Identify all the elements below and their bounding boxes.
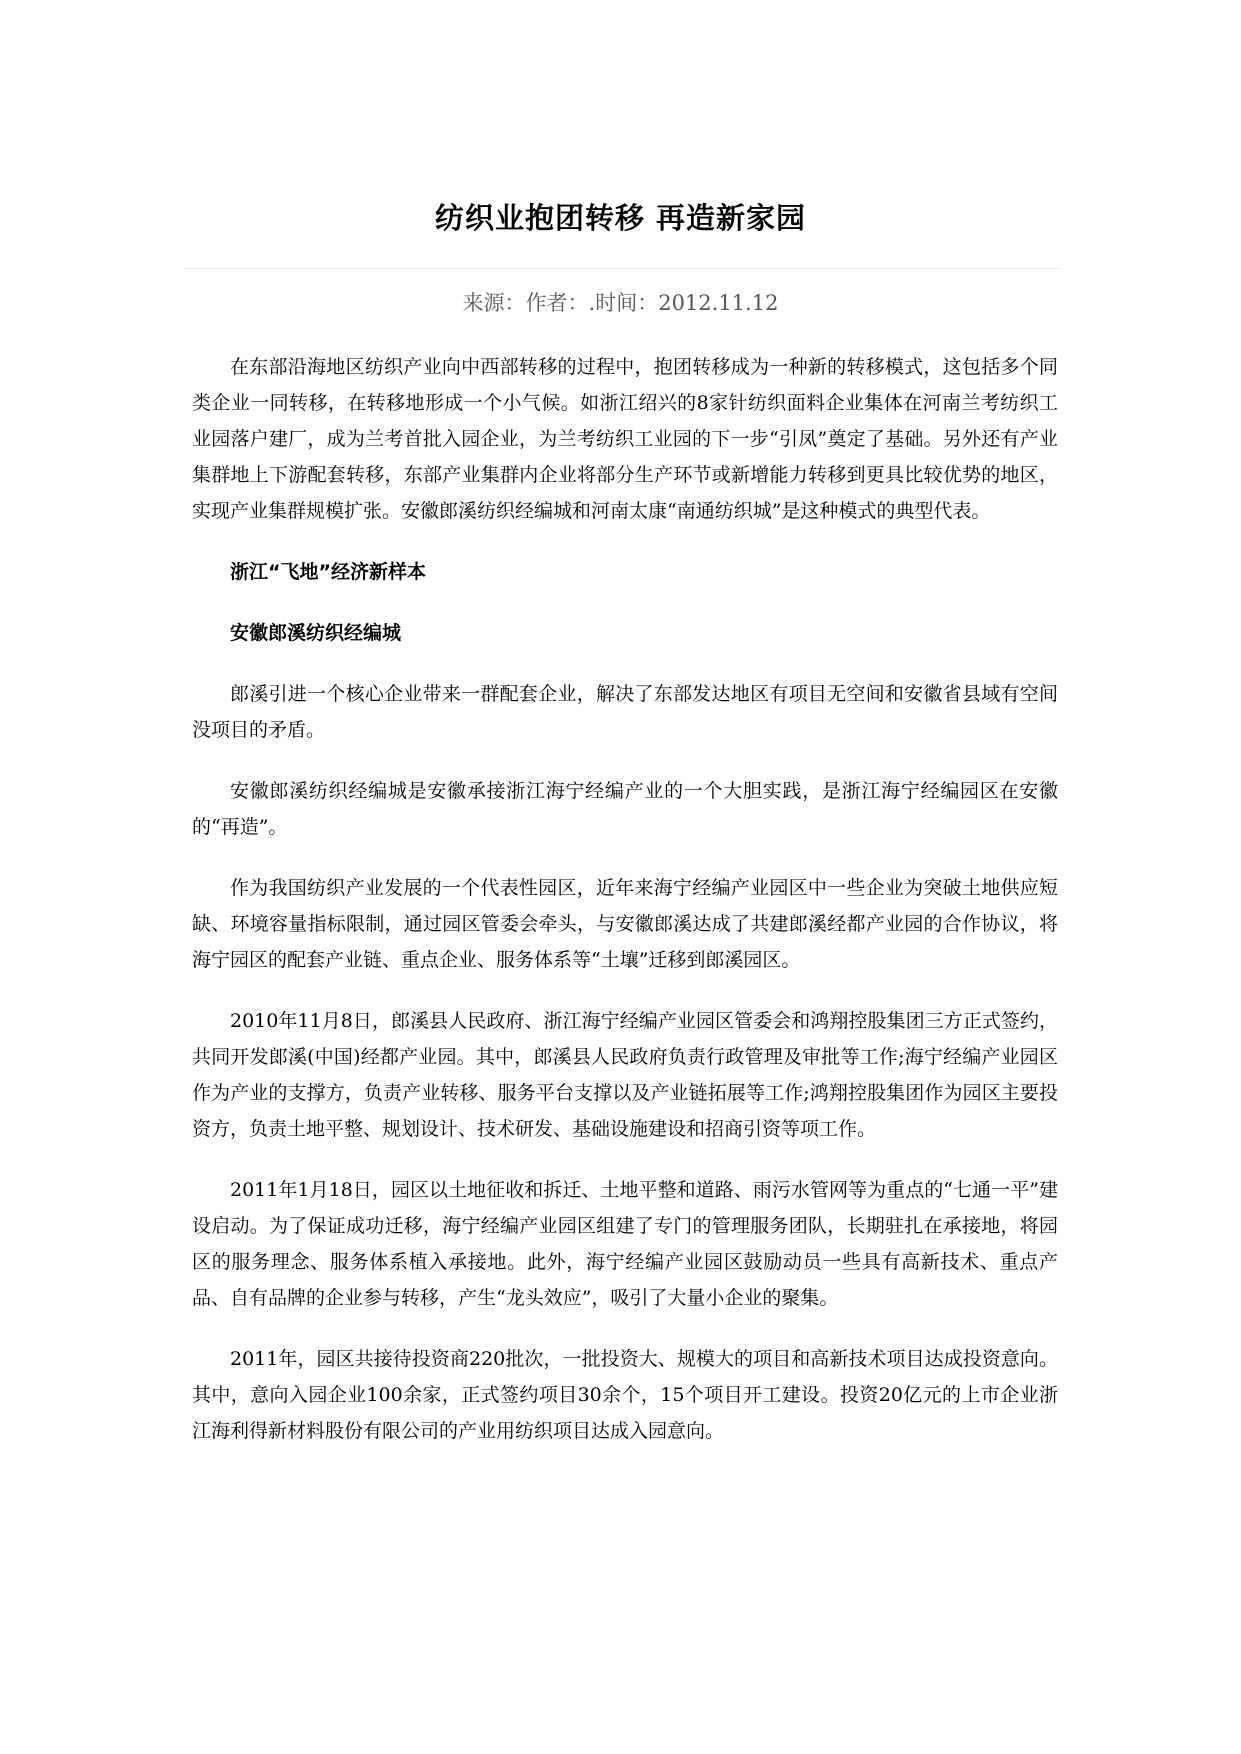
- article-body: [192, 349, 1058, 1474]
- paragraph: 2011年1月18日，园区以土地征收和拆迁、土地平整和道路、雨污水管网等为重点的“七通一平”建设启动。为了保证成功迁移，海宁经编产业园区组建了专门的管理服务团队，长期驻扎在承接地，将园区的服务理念、服务体系植入承接地。此外，海宁经编产业园区鼓励动员一些具有高新技术、重点产品、自有品牌的企业参与转移，产生“龙头效应”，吸引了大量小企业的聚集。: [192, 1179, 1058, 1309]
- section-heading: 浙江“飞地”经济新样本: [230, 561, 426, 583]
- paragraph: 在东部沿海地区纺织产业向中西部转移的过程中，抱团转移成为一种新的转移模式，这包括多个同类企业一同转移，在转移地形成一个小气候。如浙江绍兴的8家针纺织面料企业集体在河南兰考纺织工业园落户建厂，成为兰考首批入园企业，为兰考纺织工业园的下一步“引凤”奠定了基础。另外还有产业集群地上下游配套转移，东部产业集群内企业将部分生产环节或新增能力转移到更具比较优势的地区，实现产业集群规模扩张。安徽郎溪纺织经编城和河南太康“南通纺织城”是这种模式的典型代表。: [192, 356, 1058, 522]
- section-heading: 安徽郎溪纺织经编城: [230, 622, 402, 644]
- paragraph: 安徽郎溪纺织经编城是安徽承接浙江海宁经编产业的一个大胆实践，是浙江海宁经编园区在安徽的“再造”。: [192, 780, 1058, 838]
- paragraph: 2010年11月8日，郎溪县人民政府、浙江海宁经编产业园区管委会和鸿翔控股集团三方正式签约，共同开发郎溪(中国)经都产业园。其中，郎溪县人民政府负责行政管理及审批等工作;海宁经编产业园区作为产业的支撑方，负责产业转移、服务平台支撑以及产业链拓展等工作;鸿翔控股集团作为园区主要投资方，负责土地平整、规划设计、技术研发、基础设施建设和招商引资等项工作。: [192, 1010, 1058, 1140]
- article-title: 纺织业抱团转移 再造新家园: [434, 201, 807, 235]
- paragraph: 作为我国纺织产业发展的一个代表性园区，近年来海宁经编产业园区中一些企业为突破土地供应短缺、环境容量指标限制，通过园区管委会牵头，与安徽郎溪达成了共建郎溪经都产业园的合作协议，将海宁园区的配套产业链、重点企业、服务体系等“土壤”迁移到郎溪园区。: [192, 877, 1058, 971]
- article-meta: 来源：作者：.时间：2012.11.12: [462, 291, 779, 315]
- paragraph: 2011年，园区共接待投资商220批次，一批投资大、规模大的项目和高新技术项目达成投资意向。其中，意向入园企业100余家，正式签约项目30余个，15个项目开工建设。投资20亿元的上市企业浙江海利得新材料股份有限公司的产业用纺织项目达成入园意向。: [192, 1348, 1058, 1442]
- paragraph: 郎溪引进一个核心企业带来一群配套企业，解决了东部发达地区有项目无空间和安徽省县域有空间没项目的矛盾。: [192, 683, 1058, 741]
- title-divider: [184, 268, 1060, 269]
